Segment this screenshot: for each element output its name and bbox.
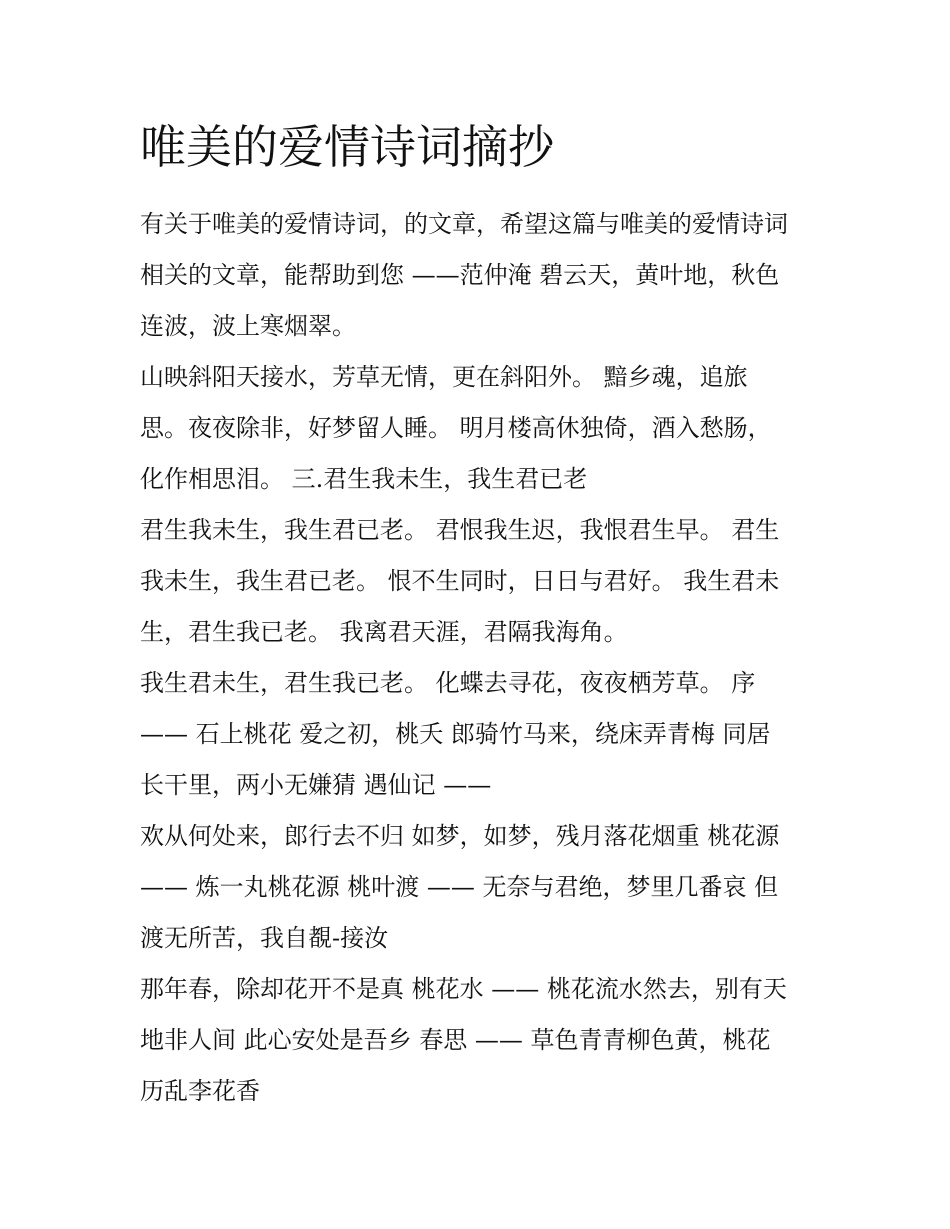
document-body xyxy=(140,199,820,1117)
text-line: 有关于唯美的爱情诗词，的文章，希望这篇与唯美的爱情诗词 xyxy=(140,210,788,238)
text-line: 欢从何处来，郎行去不归 如梦，如梦，残月落花烟重 桃花源 xyxy=(140,822,780,850)
text-line: 地非人间 此心安处是吾乡 春思 —— 草色青青柳色黄，桃花 xyxy=(140,1026,771,1054)
text-line: 君生我未生，我生君已老。 君恨我生迟，我恨君生早。 君生 xyxy=(140,516,780,544)
text-line: 思。夜夜除非，好梦留人睡。 明月楼高休独倚，酒入愁肠， xyxy=(140,414,772,442)
text-line: 化作相思泪。 三.君生我未生，我生君已老 xyxy=(140,465,588,493)
text-line: 相关的文章，能帮助到您 ——范仲淹 碧云天，黄叶地，秋色 xyxy=(140,261,780,289)
text-line: 历乱李花香 xyxy=(140,1077,260,1105)
text-line: 那年春，除却花开不是真 桃花水 —— 桃花流水然去，别有天 xyxy=(140,975,787,1003)
text-line: 生，君生我已老。 我离君天涯，君隔我海角。 xyxy=(140,618,628,646)
document-title: 唯美的爱情诗词摘抄 xyxy=(140,120,554,174)
text-line: 我未生，我生君已老。 恨不生同时，日日与君好。 我生君未 xyxy=(140,567,780,595)
text-line: 连波，波上寒烟翠。 xyxy=(140,312,356,340)
text-line: —— 石上桃花 爱之初，桃夭 郎骑竹马来，绕床弄青梅 同居 xyxy=(140,720,771,748)
text-line: 我生君未生，君生我已老。 化蝶去寻花，夜夜栖芳草。 序 xyxy=(140,669,756,697)
text-line: —— 炼一丸桃花源 桃叶渡 —— 无奈与君绝，梦里几番哀 但 xyxy=(140,873,779,901)
text-line: 长干里，两小无嫌猜 遇仙记 —— xyxy=(140,771,492,799)
text-line: 渡无所苦，我自覩-接汝 xyxy=(140,924,389,952)
text-line: 山映斜阳天接水，芳草无情，更在斜阳外。 黯乡魂，追旅 xyxy=(140,363,748,391)
